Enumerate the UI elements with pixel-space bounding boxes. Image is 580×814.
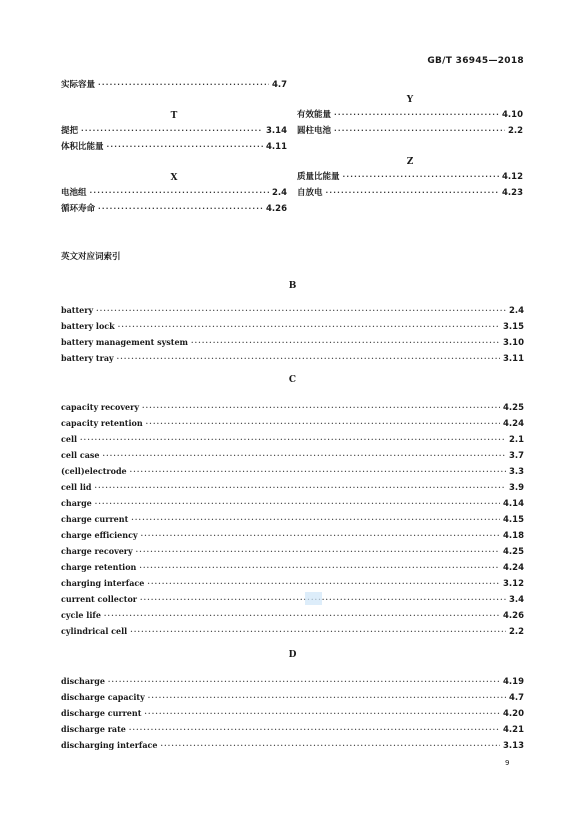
index-entry — [297, 186, 523, 202]
index-entry — [61, 186, 287, 202]
index-entry — [61, 594, 524, 610]
clause-number: 4.14 — [503, 499, 524, 509]
dot-leader — [102, 451, 505, 460]
dot-leader — [144, 709, 500, 718]
zh-index-left-column — [61, 78, 287, 218]
dot-leader — [148, 693, 506, 702]
clause-number: 4.10 — [502, 110, 523, 120]
index-term: cell lid — [61, 482, 92, 492]
clause-number: 4.24 — [503, 563, 524, 573]
dot-leader — [141, 531, 500, 540]
index-term: 提把 — [61, 126, 79, 136]
dot-leader — [117, 354, 500, 363]
index-term: charge recovery — [61, 546, 133, 556]
index-term: battery management system — [61, 337, 188, 347]
index-entry — [61, 626, 524, 642]
index-term: battery tray — [61, 353, 114, 363]
dot-leader — [104, 611, 500, 620]
english-index-title: 英文对应词索引 — [61, 252, 121, 262]
clause-number: 3.9 — [508, 483, 524, 493]
index-letter-heading: T — [170, 111, 178, 121]
index-entry — [61, 562, 524, 578]
index-entry — [61, 202, 287, 218]
spacer — [297, 140, 523, 154]
dot-leader — [147, 579, 500, 588]
index-entry — [61, 140, 287, 156]
index-entry — [61, 514, 524, 530]
clause-number: 2.1 — [508, 435, 524, 445]
index-entry — [61, 418, 524, 434]
dot-leader — [142, 403, 500, 412]
dot-leader — [146, 419, 500, 428]
index-entry — [61, 124, 287, 140]
clause-number: 2.2 — [507, 126, 523, 136]
dot-leader — [140, 595, 506, 604]
index-entry — [61, 740, 524, 756]
index-entry — [61, 676, 524, 692]
clause-number: 3.10 — [503, 338, 524, 348]
clause-number: 4.15 — [503, 515, 524, 525]
index-letter-heading: D — [288, 650, 297, 660]
clause-number: 3.13 — [503, 741, 524, 751]
clause-number: 3.12 — [503, 579, 524, 589]
index-letter-heading: X — [170, 173, 178, 183]
zh-index-right-column — [297, 78, 523, 202]
index-entry — [61, 78, 287, 94]
clause-number: 2.2 — [508, 627, 524, 637]
index-letter-heading: B — [288, 281, 297, 291]
clause-number: 4.19 — [503, 677, 524, 687]
spacer — [297, 78, 523, 92]
index-entry — [61, 305, 524, 321]
dot-leader — [107, 143, 264, 151]
index-entry — [297, 124, 523, 140]
dot-leader — [90, 189, 269, 197]
index-term: 自放电 — [297, 188, 323, 198]
index-entry — [61, 434, 524, 450]
watermark-mark — [305, 592, 322, 605]
index-letter-heading: Y — [406, 95, 414, 105]
index-entry — [61, 337, 524, 353]
index-entry — [61, 498, 524, 514]
index-term: cycle life — [61, 610, 101, 620]
index-term: charge efficiency — [61, 530, 138, 540]
index-entry — [61, 708, 524, 724]
dot-leader — [161, 741, 501, 750]
index-term: charge current — [61, 514, 129, 524]
index-entry — [61, 530, 524, 546]
index-term: discharge rate — [61, 724, 126, 734]
clause-number: 3.11 — [503, 354, 524, 364]
dot-leader — [81, 127, 263, 135]
dot-leader — [129, 725, 500, 734]
index-entry — [61, 450, 524, 466]
dot-leader — [96, 306, 506, 315]
index-term: 质量比能量 — [297, 172, 340, 182]
index-term: 圆柱电池 — [297, 126, 332, 136]
clause-number: 3.3 — [508, 467, 524, 477]
index-entry — [297, 170, 523, 186]
index-term: capacity retention — [61, 418, 143, 428]
index-letter-heading: Z — [406, 157, 414, 167]
index-term: cylindrical cell — [61, 626, 128, 636]
index-term: 有效能量 — [297, 110, 332, 120]
clause-number: 4.7 — [271, 80, 287, 90]
clause-number: 4.12 — [502, 172, 523, 182]
index-term: discharging interface — [61, 740, 158, 750]
dot-leader — [136, 547, 500, 556]
index-term: 体积比能量 — [61, 142, 104, 152]
clause-number: 3.7 — [508, 451, 524, 461]
dot-leader — [98, 81, 269, 89]
clause-number: 4.25 — [503, 403, 524, 413]
index-term: current collector — [61, 594, 137, 604]
index-entry — [61, 482, 524, 498]
clause-number: 2.4 — [271, 188, 287, 198]
spacer — [61, 156, 287, 170]
clause-number: 4.24 — [503, 419, 524, 429]
index-term: 实际容量 — [61, 80, 96, 90]
dot-leader — [108, 677, 500, 686]
index-term: 电池组 — [61, 188, 87, 198]
index-entry — [61, 610, 524, 626]
index-term: 循环寿命 — [61, 204, 96, 214]
dot-leader — [139, 563, 500, 572]
clause-number: 3.14 — [266, 126, 287, 136]
index-entry — [61, 578, 524, 594]
clause-number: 3.4 — [508, 595, 524, 605]
index-letter-group — [61, 676, 524, 756]
index-term: battery — [61, 305, 94, 315]
clause-number: 4.18 — [503, 531, 524, 541]
index-entry — [61, 724, 524, 740]
clause-number: 4.11 — [266, 142, 287, 152]
clause-number: 4.26 — [503, 611, 524, 621]
clause-number: 3.15 — [503, 322, 524, 332]
standard-code-header: GB/T 36945—2018 — [427, 56, 524, 66]
index-letter-group — [61, 402, 524, 642]
index-term: cell case — [61, 450, 100, 460]
index-term: discharge current — [61, 708, 142, 718]
index-term: charging interface — [61, 578, 145, 588]
dot-leader — [98, 205, 263, 213]
dot-leader — [80, 435, 506, 444]
page-number: 9 — [505, 759, 510, 767]
clause-number: 4.7 — [508, 693, 524, 703]
clause-number: 4.25 — [503, 547, 524, 557]
index-term: (cell)electrode — [61, 466, 127, 476]
dot-leader — [131, 515, 500, 524]
dot-leader — [334, 127, 505, 135]
index-term: charge retention — [61, 562, 137, 572]
dot-leader — [118, 322, 500, 331]
dot-leader — [326, 189, 500, 197]
dot-leader — [95, 499, 500, 508]
dot-leader — [130, 467, 506, 476]
clause-number: 4.20 — [503, 709, 524, 719]
clause-number: 4.23 — [502, 188, 523, 198]
dot-leader — [334, 111, 499, 119]
index-term: discharge — [61, 676, 105, 686]
dot-leader — [95, 483, 506, 492]
clause-number: 2.4 — [508, 306, 524, 316]
index-letter-group — [61, 305, 524, 369]
index-term: cell — [61, 434, 78, 444]
index-entry — [61, 353, 524, 369]
index-entry — [61, 546, 524, 562]
index-letter-heading: C — [288, 375, 297, 385]
dot-leader — [130, 627, 506, 636]
index-entry — [61, 321, 524, 337]
index-term: discharge capacity — [61, 692, 145, 702]
index-entry — [61, 402, 524, 418]
index-term: charge — [61, 498, 92, 508]
index-term: capacity recovery — [61, 402, 139, 412]
index-term: battery lock — [61, 321, 115, 331]
dot-leader — [343, 173, 500, 181]
dot-leader — [191, 338, 500, 347]
index-entry — [61, 692, 524, 708]
index-entry — [61, 466, 524, 482]
clause-number: 4.26 — [266, 204, 287, 214]
clause-number: 4.21 — [503, 725, 524, 735]
spacer — [61, 94, 287, 108]
index-entry — [297, 108, 523, 124]
